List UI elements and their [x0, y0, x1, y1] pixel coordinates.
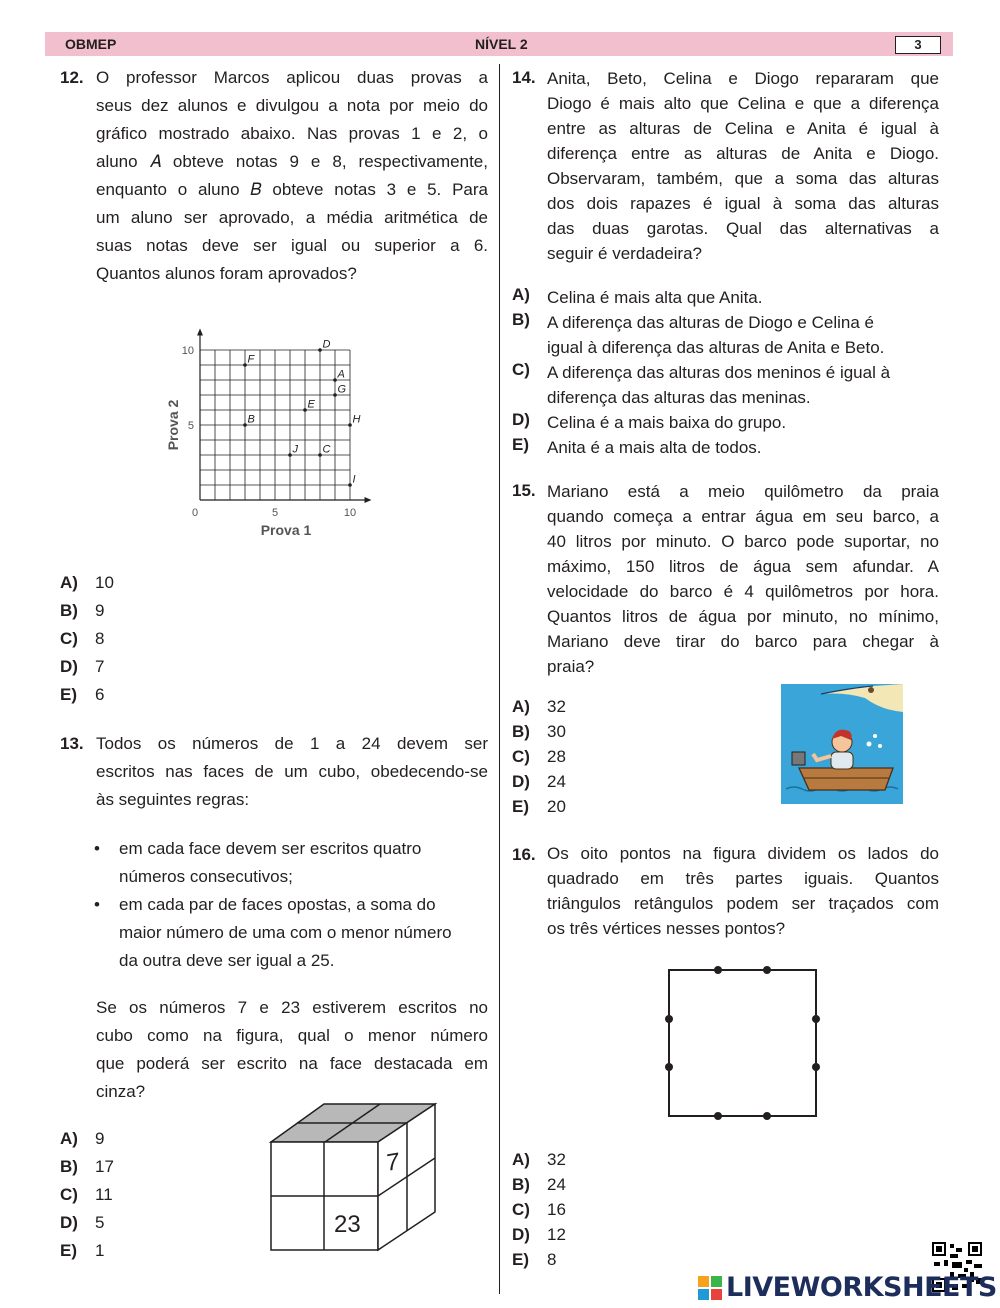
q14-option-d[interactable] — [512, 410, 932, 435]
q16-line: Os oito pontos na figura dividem os lados do — [547, 844, 939, 863]
option-value: Celina é mais alta que Anita. — [547, 288, 763, 307]
option-letter: C) — [60, 1185, 78, 1204]
point-label: H — [352, 413, 361, 426]
option-letter: E) — [512, 797, 529, 816]
q14-option-a[interactable] — [512, 285, 932, 310]
q13-line: cubo como na figura, qual o menor número — [96, 1026, 488, 1045]
option-letter: A) — [60, 1129, 78, 1148]
data-point — [243, 423, 247, 427]
q12-line: enquanto o aluno 𝐵 obteve notas 3 e 5. Para — [96, 180, 488, 199]
point-label: D — [322, 338, 331, 351]
q12-line: gráfico mostrado abaixo. Nas provas 1 e 2, o — [96, 124, 488, 143]
option-value: 32 — [547, 697, 566, 716]
q15-line: praia? — [547, 657, 595, 676]
chart-grid — [200, 350, 350, 500]
q14-number: 14. — [512, 68, 536, 87]
q12-line: aluno 𝐴 obteve notas 9 e 8, respectivamente, — [96, 152, 488, 171]
q15-text — [547, 479, 939, 679]
chart-y-label: Prova 2 — [165, 399, 181, 451]
q13-line: escritos nas faces de um cubo, obedecendo-se — [96, 762, 488, 781]
q13-line: Se os números 7 e 23 estiverem escritos no — [96, 998, 488, 1017]
side-point — [665, 1063, 673, 1071]
option-letter: A) — [60, 573, 78, 592]
q14-line: Observaram, também, que a soma das alturas — [547, 169, 939, 188]
grade-scatter-chart — [150, 310, 380, 545]
header-obmep: OBMEP — [65, 36, 117, 52]
q13-line: que poderá ser escrito na face destacada em — [96, 1054, 488, 1073]
q16-text — [547, 841, 939, 941]
y-tick-label: 10 — [181, 345, 194, 357]
point-label: J — [292, 443, 298, 456]
q13-line: Todos os números de 1 a 24 devem ser — [96, 734, 488, 753]
q13-rules — [94, 835, 494, 975]
rule-line: maior número de uma com o menor número — [119, 923, 452, 942]
q16-line: quadrado em três partes iguais. Quantos — [547, 869, 939, 888]
option-value: 8 — [95, 629, 105, 648]
q15-line: velocidade do barco é 4 quilômetros por hora. — [547, 582, 939, 601]
q14-option-c[interactable] — [512, 360, 932, 410]
rule-line: • em cada face devem ser escritos quatro — [119, 839, 422, 858]
data-point — [348, 483, 352, 487]
side-point — [763, 966, 771, 974]
q14-line: Anita, Beto, Celina e Diogo repararam que — [547, 69, 939, 88]
option-letter: D) — [60, 1213, 78, 1232]
cube-label-23: 23 — [334, 1211, 361, 1238]
q15-line: Mariano deve tirar do barco para chegar à — [547, 632, 939, 651]
person-on-shore — [868, 687, 874, 693]
page-header — [45, 32, 953, 56]
option-value: 28 — [547, 747, 566, 766]
point-label: E — [307, 398, 315, 411]
option-letter: D) — [512, 772, 530, 791]
option-letter: E) — [60, 1241, 77, 1260]
option-letter: B) — [60, 601, 78, 620]
option-value: 1 — [95, 1241, 105, 1260]
q13-text — [96, 730, 488, 814]
square-outline — [669, 970, 816, 1116]
header-level: NÍVEL 2 — [475, 36, 528, 52]
option-line: diferença das alturas das meninas. — [547, 388, 811, 407]
q14-text — [547, 66, 939, 266]
q15-line: Mariano está a meio quilômetro da praia — [547, 482, 939, 501]
q15-number: 15. — [512, 481, 536, 500]
side-point — [763, 1112, 771, 1120]
data-point — [243, 363, 247, 367]
water-splash — [867, 742, 872, 747]
rule-line: da outra deve ser igual a 25. — [119, 951, 335, 970]
q12-text — [96, 64, 488, 288]
cube-figure — [268, 1100, 440, 1255]
water-splash — [878, 744, 882, 748]
option-letter: D) — [512, 1225, 530, 1244]
side-point — [714, 966, 722, 974]
q14-line: das duas garotas. Qual das alternativas a — [547, 219, 939, 238]
option-letter: A) — [512, 697, 530, 716]
option-value: 11 — [95, 1185, 113, 1204]
option-value: 17 — [95, 1157, 114, 1176]
point-label: A — [337, 368, 345, 381]
option-value: 5 — [95, 1213, 105, 1232]
q13-line: às seguintes regras: — [96, 790, 250, 809]
q14-option-b[interactable] — [512, 310, 932, 360]
side-point — [812, 1063, 820, 1071]
q13-rule-2 — [94, 891, 494, 975]
option-value: 9 — [95, 601, 105, 620]
mariano-body — [831, 752, 853, 769]
cube-label-7: 7 — [386, 1148, 400, 1178]
q14-line: dos dois rapazes é igual à soma das alturas — [547, 194, 939, 213]
option-letter: B) — [512, 722, 530, 741]
q12-line: seus dez alunos e divulgou a nota por meio do — [96, 96, 488, 115]
option-value: Anita é a mais alta de todos. — [547, 438, 762, 457]
y-axis-arrow — [197, 329, 203, 336]
option-value: 12 — [547, 1225, 566, 1244]
chart-axes — [197, 329, 372, 504]
option-value: 8 — [547, 1250, 557, 1269]
option-value: 30 — [547, 722, 566, 741]
option-value: 20 — [547, 797, 566, 816]
option-letter: E) — [512, 1250, 529, 1269]
chart-ticks — [182, 345, 356, 519]
option-letter: B) — [512, 310, 530, 329]
bucket-icon — [792, 752, 805, 765]
option-letter: C) — [512, 747, 530, 766]
q13-line: cinza? — [96, 1082, 146, 1101]
option-value: 32 — [547, 1150, 566, 1169]
option-letter: B) — [60, 1157, 78, 1176]
point-label: G — [337, 383, 347, 396]
x-axis-arrow — [365, 497, 372, 503]
option-value — [547, 360, 907, 410]
q12-line: O professor Marcos aplicou duas provas a — [96, 68, 488, 87]
option-value: 9 — [95, 1129, 105, 1148]
boat-hull — [799, 768, 893, 790]
option-value: 10 — [95, 573, 114, 592]
q16-number: 16. — [512, 845, 536, 864]
option-value: 6 — [95, 685, 105, 704]
q14-line: diferença entre as alturas de Anita e Diogo. — [547, 144, 939, 163]
square-points-figure — [660, 962, 826, 1124]
option-letter: E) — [512, 435, 529, 454]
q15-line: quando começa a entrar água em seu barco, a — [547, 507, 939, 526]
boat-illustration — [781, 684, 903, 804]
data-point — [333, 378, 337, 382]
column-divider — [499, 64, 500, 1294]
data-point — [303, 408, 307, 412]
q14-options — [512, 285, 932, 460]
q14-option-e[interactable] — [512, 435, 932, 460]
option-letter: A) — [512, 285, 530, 304]
option-value: 16 — [547, 1200, 566, 1219]
side-point — [714, 1112, 722, 1120]
q14-line: entre as alturas de Celina e Anita é igual à — [547, 119, 939, 138]
x-tick-label: 10 — [343, 507, 357, 519]
rule-line: • em cada par de faces opostas, a soma do — [119, 895, 436, 914]
x-tick-label: 5 — [271, 507, 279, 519]
q12-line: Quantos alunos foram aprovados? — [96, 264, 357, 283]
q12-line: suas notas deve ser igual ou superior a 6. — [96, 236, 488, 255]
option-letter: C) — [512, 1200, 530, 1219]
water-splash — [873, 734, 877, 738]
point-label: B — [247, 413, 255, 426]
option-line: A diferença das alturas dos meninos é igual à — [547, 363, 891, 382]
q16-line: triângulos retângulos podem ser traçados com — [547, 894, 939, 913]
data-point — [348, 423, 352, 427]
option-value — [547, 310, 907, 360]
q14-line: Diogo é mais alto que Celina e que a diferença — [547, 94, 939, 113]
point-label: C — [322, 443, 331, 456]
data-point — [288, 453, 292, 457]
point-label: I — [352, 473, 356, 486]
point-label: F — [247, 353, 255, 366]
q16-line: os três vértices nesses pontos? — [547, 919, 786, 938]
option-line: igual à diferença das alturas de Anita e Beto. — [547, 338, 885, 357]
option-letter: E) — [60, 685, 77, 704]
rule-line: números consecutivos; — [119, 867, 293, 886]
option-line: A diferença das alturas de Diogo e Celina é — [547, 313, 874, 332]
q15-line: máximo, 150 litros de água sem afundar. A — [547, 557, 939, 576]
option-letter: C) — [512, 360, 530, 379]
chart-x-label: Prova 1 — [260, 522, 312, 538]
q15-line: 40 litros por minuto. O barco pode suportar, no — [547, 532, 939, 551]
q13-text-2 — [96, 994, 488, 1106]
option-value: Celina é a mais baixa do grupo. — [547, 413, 787, 432]
q15-line: Quantos litros de água por minuto, no mínimo, — [547, 607, 939, 626]
option-value: 7 — [95, 657, 105, 676]
option-letter: D) — [512, 410, 530, 429]
chart-points — [243, 339, 360, 487]
data-point — [333, 393, 337, 397]
q13-rule-1 — [94, 835, 494, 891]
option-letter: A) — [512, 1150, 530, 1169]
q13-number: 13. — [60, 734, 84, 753]
side-point — [812, 1015, 820, 1023]
liveworksheets-logo-icon — [698, 1276, 722, 1300]
option-value: 24 — [547, 772, 566, 791]
x-tick-label: 0 — [191, 507, 199, 519]
option-value: 24 — [547, 1175, 566, 1194]
option-letter: C) — [60, 629, 78, 648]
page-number: 3 — [895, 36, 941, 54]
side-point — [665, 1015, 673, 1023]
y-tick-label: 5 — [187, 420, 194, 432]
data-point — [318, 453, 322, 457]
q14-line: seguir é verdadeira? — [547, 244, 702, 263]
option-letter: D) — [60, 657, 78, 676]
liveworksheets-logo: LIVEWORKSHEETS — [726, 1272, 997, 1303]
q12-number: 12. — [60, 68, 84, 87]
data-point — [318, 348, 322, 352]
option-letter: B) — [512, 1175, 530, 1194]
q12-line: um aluno ser aprovado, a média aritmética de — [96, 208, 488, 227]
